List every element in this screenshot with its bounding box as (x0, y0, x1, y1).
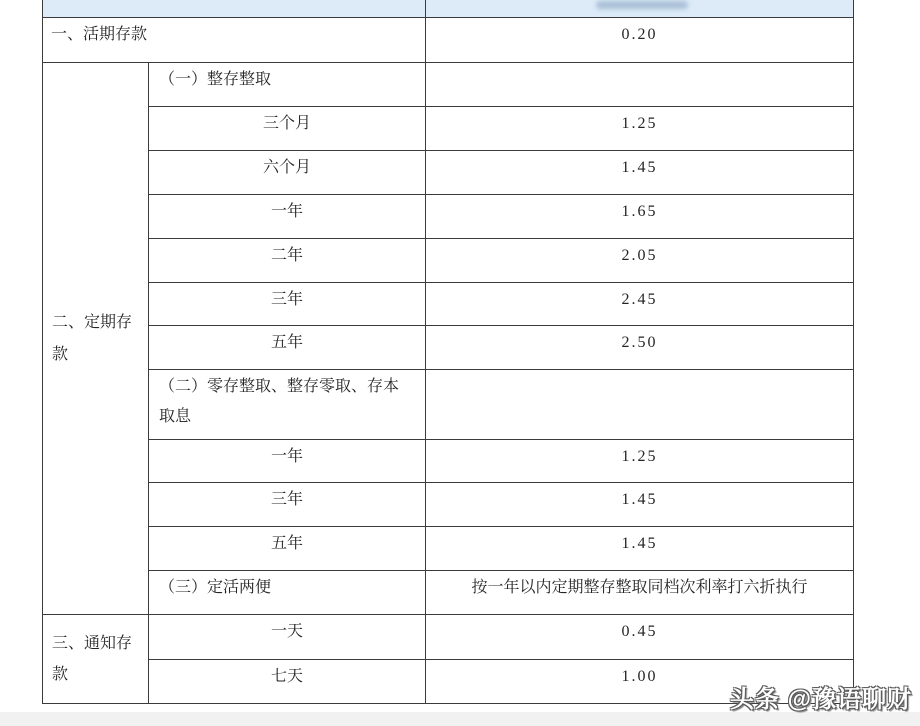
rate-cell: 0.45 (426, 615, 854, 660)
term-cell-3-years: 三年 (149, 483, 426, 527)
cutoff-header-text-remnant (596, 1, 688, 9)
header-cell-left (43, 0, 426, 18)
term-cell-1-year: 一年 (149, 195, 426, 239)
term-cell-3-months: 三个月 (149, 107, 426, 151)
term-cell-1-year: 一年 (149, 440, 426, 483)
rate-cell: 2.50 (426, 326, 854, 370)
table-row (43, 370, 854, 440)
term-cell-5-years: 五年 (149, 326, 426, 370)
term-cell-flexible-heading: （三）定活两便 (149, 571, 426, 615)
table-header-row (43, 0, 854, 18)
table-row (43, 527, 854, 571)
deposit-rate-table (42, 0, 854, 704)
rate-cell: 1.45 (426, 527, 854, 571)
table-row (43, 615, 854, 660)
rate-cell: 2.45 (426, 283, 854, 326)
rate-cell (426, 370, 854, 440)
term-cell-3-years: 三年 (149, 283, 426, 326)
row-label-demand-deposit: 一、活期存款 (43, 18, 426, 63)
rate-demand-deposit: 0.20 (426, 18, 854, 63)
rate-cell: 1.25 (426, 107, 854, 151)
term-cell-2-years: 二年 (149, 239, 426, 283)
rate-cell (426, 63, 854, 107)
table-row (43, 18, 854, 63)
table-row (43, 151, 854, 195)
table-row (43, 283, 854, 326)
term-cell-5-years: 五年 (149, 527, 426, 571)
table-row (43, 326, 854, 370)
table-row (43, 239, 854, 283)
table-row (43, 440, 854, 483)
term-cell-installment-heading: （二）零存整取、整存零取、存本取息 (149, 370, 426, 440)
term-cell-7-days: 七天 (149, 660, 426, 704)
rate-cell: 1.00 (426, 660, 854, 704)
term-cell-lump-sum-heading: （一）整存整取 (149, 63, 426, 107)
table-row (43, 571, 854, 615)
rate-cell: 1.45 (426, 483, 854, 527)
term-cell-6-months: 六个月 (149, 151, 426, 195)
term-cell-1-day: 一天 (149, 615, 426, 660)
header-cell-right (426, 0, 854, 18)
table-row (43, 483, 854, 527)
section-label-time-deposit: 二、定期存款 (43, 63, 149, 615)
table-row (43, 195, 854, 239)
watermark: 头条 @豫语聊财 (729, 686, 912, 713)
table-row (43, 63, 854, 107)
rate-cell: 1.45 (426, 151, 854, 195)
section-label-notice-deposit: 三、通知存款 (43, 615, 149, 704)
rate-cell: 1.65 (426, 195, 854, 239)
rate-cell: 1.25 (426, 440, 854, 483)
footer-strip (0, 712, 920, 726)
rate-note-cell: 按一年以内定期整存整取同档次利率打六折执行 (426, 571, 854, 615)
rate-cell: 2.05 (426, 239, 854, 283)
table-row (43, 107, 854, 151)
